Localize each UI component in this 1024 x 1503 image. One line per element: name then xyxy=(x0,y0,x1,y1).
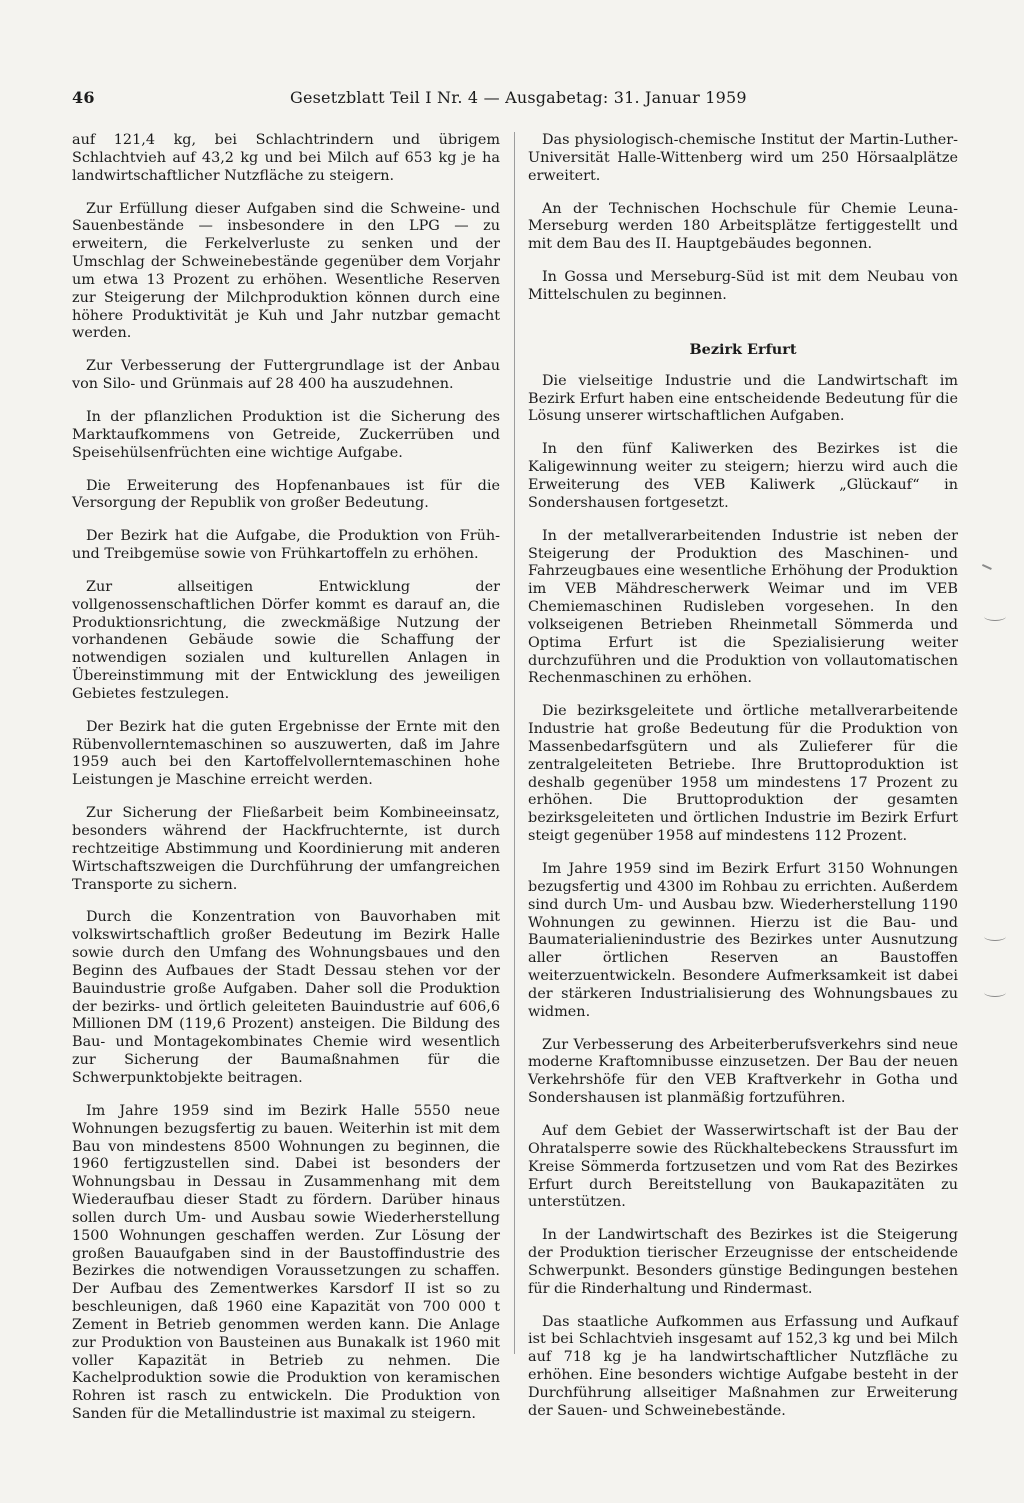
margin-mark xyxy=(984,988,1006,997)
page-number: 46 xyxy=(72,88,95,107)
page-title: Gesetzblatt Teil I Nr. 4 — Ausgabetag: 31. Januar 1959 xyxy=(290,88,747,107)
paragraph: In der pflanzlichen Produktion ist die Sicherung des Marktaufkommens von Getreide, Zuckerrüben und Speisehülsenfrüchten eine wichtige Aufgabe. xyxy=(72,408,500,461)
paragraph: Zur Verbesserung des Arbeiterberufsverkehrs sind neue moderne Kraftomnibusse einzusetzen. Der Bau der neuen Verkehrshöfe für den VEB Kraftverkehr in Gotha und Sondershausen ist planmäßig fortzuführen. xyxy=(528,1036,958,1107)
paragraph: Auf dem Gebiet der Wasserwirtschaft ist der Bau der Ohratalsperre sowie des Rückhaltebeckens Straussfurt im Kreise Sömmerda fortzusetzen und vom Rat des Bezirkes Erfurt durch Bereitstellung von Baukapazitäten zu unterstützen. xyxy=(528,1122,958,1211)
paragraph: Die vielseitige Industrie und die Landwirtschaft im Bezirk Erfurt haben eine entscheidende Bedeutung für die Lösung unserer wirtschaftlichen Aufgaben. xyxy=(528,372,958,425)
paragraph: Zur allseitigen Entwicklung der vollgenossenschaftlichen Dörfer kommt es darauf an, die Produktionsrichtung, die zweckmäßige Nutzung der vorhandenen Gebäude sowie die Schaffung der notwendigen sozialen und kulturellen Anlagen in Übereinstimmung mit der Entwicklung des jeweiligen Gebietes festzulegen. xyxy=(72,578,500,702)
paragraph: Die Erweiterung des Hopfenanbaues ist für die Versorgung der Republik von großer Bedeutung. xyxy=(72,477,500,512)
paragraph: Zur Verbesserung der Futtergrundlage ist der Anbau von Silo- und Grünmais auf 28 400 ha auszudehnen. xyxy=(72,358,500,393)
paragraph: Durch die Konzentration von Bauvorhaben mit volkswirtschaftlich großer Bedeutung im Bezirk Halle sowie durch den Umfang des Wohnungsbaues und den Beginn des Aufbaues der Stadt Dessau stehen vor der Bauindustrie große Aufgaben. Daher soll die Produktion der bezirks- und örtlich geleiteten Bauindustrie auf 606,6 Millionen DM (119,6 Prozent) ansteigen. Die Bildung des Bau- und Montagekombinates Chemie wird wesentlich zur Sicherung der Baumaßnahmen für die Schwerpunktobjekte beitragen. xyxy=(72,909,500,1086)
column-divider xyxy=(514,132,515,1354)
page-header xyxy=(72,88,964,114)
paragraph: Zur Sicherung der Fließarbeit beim Kombineeinsatz, besonders während der Hackfruchternte, ist durch rechtzeitige Abstimmung und Koordinierung mit anderen Wirtschaftszweigen die Durchführung der umfangreichen Transporte zu sichern. xyxy=(72,805,500,893)
paragraph: In den fünf Kaliwerken des Bezirkes ist die Kaligewinnung weiter zu steigern; hierzu wird auch die Erweiterung des VEB Kaliwerk „Glückauf“ in Sondershausen fortgesetzt. xyxy=(528,441,958,511)
margin-mark xyxy=(982,564,992,570)
paragraph: Im Jahre 1959 sind im Bezirk Halle 5550 neue Wohnungen bezugsfertig zu bauen. Weiterhin ist mit dem Bau von mindestens 8500 Wohnungen zu beginnen, die 1960 fertigzustellen sind. Dabei ist besonders der Wohnungsbau in Dessau in Zusammenhang mit dem Wiederaufbau dieser Stadt zu fördern. Darüber hinaus sollen durch Um- und Ausbau sowie Wiederherstellung 1500 Wohnungen geschaffen werden. Zur Lösung der großen Bauaufgaben sind in der Baustoffindustrie des Bezirkes die notwendigen Voraussetzungen zu schaffen. Der Aufbau des Zementwerkes Karsdorf II ist so zu beschleunigen, daß 1960 eine Kapazität von 700 000 t Zement in Betrieb genommen werden kann. Die Anlage zur Produktion von Bausteinen aus Bunakalk ist 1960 mit voller Kapazität in Betrieb zu nehmen. Die Kachelproduktion sowie die Produktion von keramischen Rohren ist rasch zu entwickeln. Die Produktion von Sanden für die Metallindustrie ist maximal zu steigern. xyxy=(72,1102,500,1423)
paragraph: auf 121,4 kg, bei Schlachtrindern und übrigem Schlachtvieh auf 43,2 kg und bei Milch auf 653 kg je ha landwirtschaftlicher Nutzfläche zu steigern. xyxy=(72,132,500,184)
section-heading: Bezirk Erfurt xyxy=(689,340,797,358)
margin-mark xyxy=(984,932,1006,941)
paragraph: Im Jahre 1959 sind im Bezirk Erfurt 3150 Wohnungen bezugsfertig und 4300 im Rohbau zu errichten. Außerdem sind durch Um- und Ausbau bzw. Wiederherstellung 1190 Wohnungen zu gewinnen. Hierzu ist die Bau- und Baumaterialienindustrie des Bezirkes unter Ausnutzung aller örtlichen Reserven an Baustoffen weiterzuentwickeln. Besondere Aufmerksamkeit ist dabei der stärkeren Industrialisierung des Wohnungsbaues zu widmen. xyxy=(528,861,958,1020)
paragraph: In Gossa und Merseburg-Süd ist mit dem Neubau von Mittelschulen zu beginnen. xyxy=(528,269,958,303)
paragraph: In der metallverarbeitenden Industrie ist neben der Steigerung der Produktion des Maschinen- und Fahrzeugbaues eine wesentliche Erhöhung der Produktion im VEB Mähdrescherwerk Weimar und im VEB Chemiemaschinen Rudisleben vorgesehen. In den volkseigenen Betrieben Rheinmetall Sömmerda und Optima Erfurt ist die Spezialisierung weiter durchzuführen und die Produktion von vollautomatischen Rechenmaschinen zu erhöhen. xyxy=(528,527,958,687)
left-column xyxy=(72,132,500,1439)
paragraph: An der Technischen Hochschule für Chemie Leuna-Merseburg werden 180 Arbeitsplätze fertiggestellt und mit dem Bau des II. Hauptgebäudes begonnen. xyxy=(528,200,958,253)
paragraph: Der Bezirk hat die Aufgabe, die Produktion von Früh- und Treibgemüse sowie von Frühkartoffeln zu erhöhen. xyxy=(72,528,500,563)
paragraph: Die bezirksgeleitete und örtliche metallverarbeitende Industrie hat große Bedeutung für die Produktion von Massenbedarfsgütern und als Zulieferer für die zentralgeleiteten Betriebe. Ihre Bruttoproduktion ist deshalb gegenüber 1958 um mindestens 17 Prozent zu erhöhen. Die Bruttoproduktion der gesamten bezirksgeleiteten und örtlichen Industrie im Bezirk Erfurt steigt gegenüber 1958 auf mindestens 112 Prozent. xyxy=(528,703,958,845)
right-column xyxy=(528,132,958,1436)
paragraph: Der Bezirk hat die guten Ergebnisse der Ernte mit den Rübenvollerntemaschinen so auszuwerten, daß im Jahre 1959 auch bei den Kartoffelvollerntemaschinen hohe Leistungen je Maschine erreicht werden. xyxy=(72,718,500,789)
paragraph: Das physiologisch-chemische Institut der Martin-Luther-Universität Halle-Wittenberg wird um 250 Hörsaalplätze erweitert. xyxy=(528,132,958,184)
paragraph: In der Landwirtschaft des Bezirkes ist die Steigerung der Produktion tierischer Erzeugnisse der entscheidende Schwerpunkt. Besonders günstige Bedingungen bestehen für die Rinderhaltung und Rindermast. xyxy=(528,1227,958,1297)
margin-mark xyxy=(984,612,1006,621)
paragraph: Das staatliche Aufkommen aus Erfassung und Aufkauf ist bei Schlachtvieh insgesamt auf 152,3 kg und bei Milch auf 718 kg je ha landwirtschaftlicher Nutzfläche zu erhöhen. Eine besonders wichtige Aufgabe besteht in der Durchführung allseitiger Maßnahmen zur Erweiterung der Sauen- und Schweinebestände. xyxy=(528,1313,958,1419)
paragraph: Zur Erfüllung dieser Aufgaben sind die Schweine- und Sauenbestände — insbesondere in den LPG — zu erweitern, die Ferkelverluste zu senken und der Umschlag der Schweinebestände gegenüber dem Vorjahr um etwa 13 Prozent zu erhöhen. Wesentliche Reserven zur Steigerung der Milchproduktion können durch eine höhere Produktivität je Kuh und Jahr nutzbar gemacht werden. xyxy=(72,200,500,342)
